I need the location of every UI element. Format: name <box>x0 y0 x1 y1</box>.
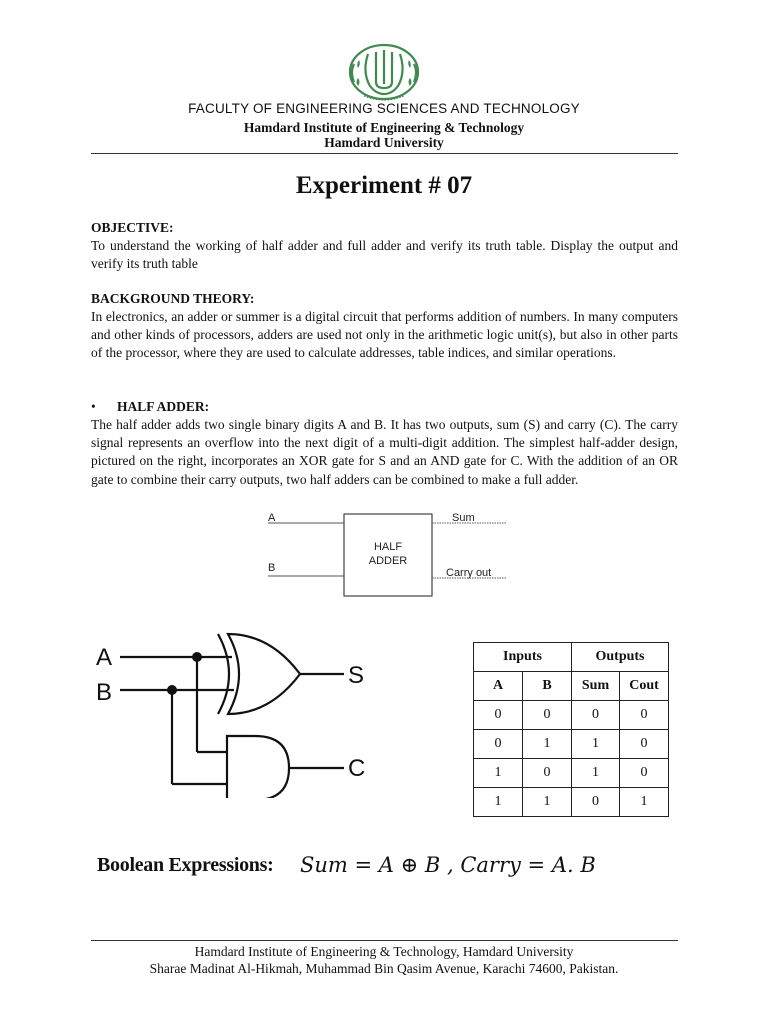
table-row <box>474 788 669 817</box>
circuit-input-b: B <box>96 679 113 706</box>
circuit-output-c: C <box>348 755 366 782</box>
circuit-input-a: A <box>96 644 113 671</box>
bullet-icon: • <box>91 399 96 414</box>
table-row <box>474 701 669 730</box>
cell: 0 <box>620 730 669 759</box>
cell: 0 <box>572 788 620 817</box>
cell: 1 <box>523 788 572 817</box>
group-inputs: Inputs <box>474 643 572 672</box>
col-b: B <box>523 672 572 701</box>
objective-heading: OBJECTIVE: <box>91 220 174 235</box>
circuit-output-s: S <box>348 662 365 689</box>
boolean-expression: Sum = A ⊕ B , Carry = A. B <box>300 853 596 877</box>
boolean-label: Boolean Expressions: <box>97 854 274 876</box>
footer-line2: Sharae Madinat Al-Hikmah, Muhammad Bin Qasim Avenue, Karachi 74600, Pakistan. <box>149 961 619 976</box>
cell: 0 <box>572 701 620 730</box>
block-input-b: B <box>268 562 276 574</box>
xor-back-curve <box>218 634 229 714</box>
cell: 0 <box>474 701 523 730</box>
cell: 1 <box>474 788 523 817</box>
cell: 1 <box>474 759 523 788</box>
background-text: In electronics, an adder or summer is a digital circuit that performs addition of numbers. In many computers and other kinds of processors, adders are used not only in the arithmetic logic unit(s), but also in other parts of the processor, where they are used to calculate addresses, table indices, and similar operations. <box>91 309 678 361</box>
xor-gate-icon <box>228 634 300 714</box>
half-adder-circuit <box>90 628 380 798</box>
table-header-row <box>474 672 669 701</box>
block-label-line2: ADDER <box>368 555 408 567</box>
half-adder-heading-text: HALF ADDER: <box>117 399 210 414</box>
cell: 0 <box>474 730 523 759</box>
block-label-line1: HALF <box>373 541 403 553</box>
cell: 0 <box>523 759 572 788</box>
cell: 1 <box>572 730 620 759</box>
university-logo-icon <box>346 42 422 104</box>
footer-divider <box>91 940 678 941</box>
cell: 0 <box>523 701 572 730</box>
block-output-carry: Carry out <box>446 567 492 579</box>
cell: 1 <box>572 759 620 788</box>
header-divider <box>91 153 678 154</box>
col-a: A <box>474 672 523 701</box>
footer-line1: Hamdard Institute of Engineering & Technology, Hamdard University <box>194 944 574 959</box>
background-heading: BACKGROUND THEORY: <box>91 291 255 306</box>
half-adder-text: The half adder adds two single binary digits A and B. It has two outputs, sum (S) and carry (C). The carry signal represents an overflow into the next digit of a multi-digit addition. The simplest half-adder design, pictured on the right, incorporates an XOR gate for S and an AND gate for C. With the addition of an OR gate to combine their carry outputs, two half adders can be combined to make a full adder. <box>91 417 678 487</box>
cell: 1 <box>620 788 669 817</box>
university-heading: Hamdard University <box>324 135 444 150</box>
junction-b <box>167 685 177 695</box>
cell: 1 <box>523 730 572 759</box>
table-row <box>474 730 669 759</box>
truth-table <box>473 642 669 817</box>
col-sum: Sum <box>572 672 620 701</box>
block-output-sum: Sum <box>452 512 475 524</box>
col-cout: Cout <box>620 672 669 701</box>
cell: 0 <box>620 759 669 788</box>
and-gate-icon <box>227 736 289 798</box>
group-outputs: Outputs <box>572 643 669 672</box>
table-row <box>474 759 669 788</box>
page-title: Experiment # 07 <box>295 172 473 199</box>
half-adder-block-diagram <box>262 508 512 600</box>
half-adder-heading <box>91 399 209 415</box>
institute-heading: Hamdard Institute of Engineering & Technology <box>243 120 525 135</box>
faculty-heading: FACULTY OF ENGINEERING SCIENCES AND TECHNOLOGY <box>188 101 580 116</box>
cell: 0 <box>620 701 669 730</box>
objective-text: To understand the working of half adder and full adder and verify its truth table. Display the output and verify its truth table <box>91 238 678 272</box>
block-input-a: A <box>268 512 276 524</box>
table-group-header-row <box>474 643 669 672</box>
junction-a <box>192 652 202 662</box>
